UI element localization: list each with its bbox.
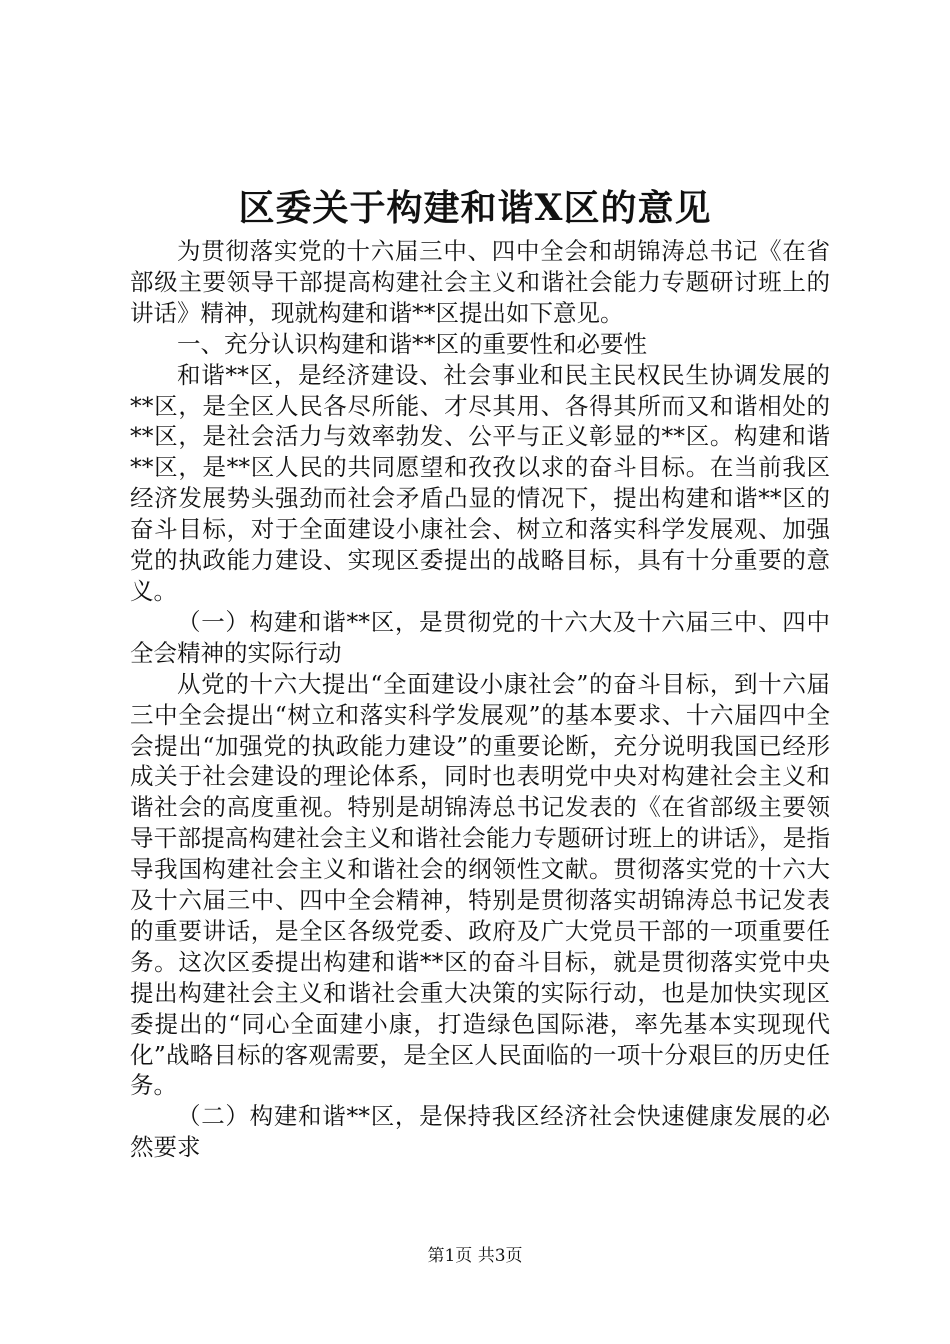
document-title: 区委关于构建和谐X区的意见 xyxy=(238,187,712,229)
section-heading-1: 一、充分认识构建和谐**区的重要性和必要性 xyxy=(177,329,647,358)
subsection-heading-2: （二）构建和谐**区，是保持我区经济社会快速健康发展的必然要求 xyxy=(130,1102,830,1162)
paragraph-background: 从党的十六大提出“全面建设小康社会”的奋斗目标，到十六届三中全会提出“树立和落实科学发展观”的基本要求、十六届四中全会提出“加强党的执政能力建设”的重要论断，充分说明我国已经形成关于社会建设的理论体系，同时也表明党中央对构建社会主义和谐社会的高度重视。特别是胡锦涛总书记发表的《在省部级主要领导干部提高构建社会主义和谐社会能力专题研讨班上的讲话》，是指导我国构建社会主义和谐社会的纲领性文献。贯彻落实党的十六大及十六届三中、四中全会精神，特别是贯彻落实胡锦涛总书记发表的重要讲话，是全区各级党委、政府及广大党员干部的一项重要任务。这次区委提出构建和谐**区的奋斗目标，就是贯彻落实党中央提出构建社会主义和谐社会重大决策的实际行动，也是加快实现区委提出的“同心全面建小康，打造绿色国际港，率先基本实现现代化”战略目标的客观需要，是全区人民面临的一项十分艰巨的历史任务。 xyxy=(130,669,830,1100)
subsection-heading-1: （一）构建和谐**区，是贯彻党的十六大及十六届三中、四中全会精神的实际行动 xyxy=(130,607,830,667)
paragraph-intro: 为贯彻落实党的十六届三中、四中全会和胡锦涛总书记《在省部级主要领导干部提高构建社会主义和谐社会能力专题研讨班上的讲话》精神，现就构建和谐**区提出如下意见。 xyxy=(130,237,830,327)
page-footer: 第1页 共3页 xyxy=(427,1246,523,1266)
paragraph-definition: 和谐**区，是经济建设、社会事业和民主民权民生协调发展的**区，是全区人民各尽所能、才尽其用、各得其所而又和谐相处的**区，是社会活力与效率勃发、公平与正义彰显的**区。构建和谐**区，是**区人民的共同愿望和孜孜以求的奋斗目标。在当前我区经济发展势头强劲而社会矛盾凸显的情况下，提出构建和谐**区的奋斗目标，对于全面建设小康社会、树立和落实科学发展观、加强党的执政能力建设、实现区委提出的战略目标，具有十分重要的意义。 xyxy=(130,360,830,605)
document-body xyxy=(130,236,830,1163)
